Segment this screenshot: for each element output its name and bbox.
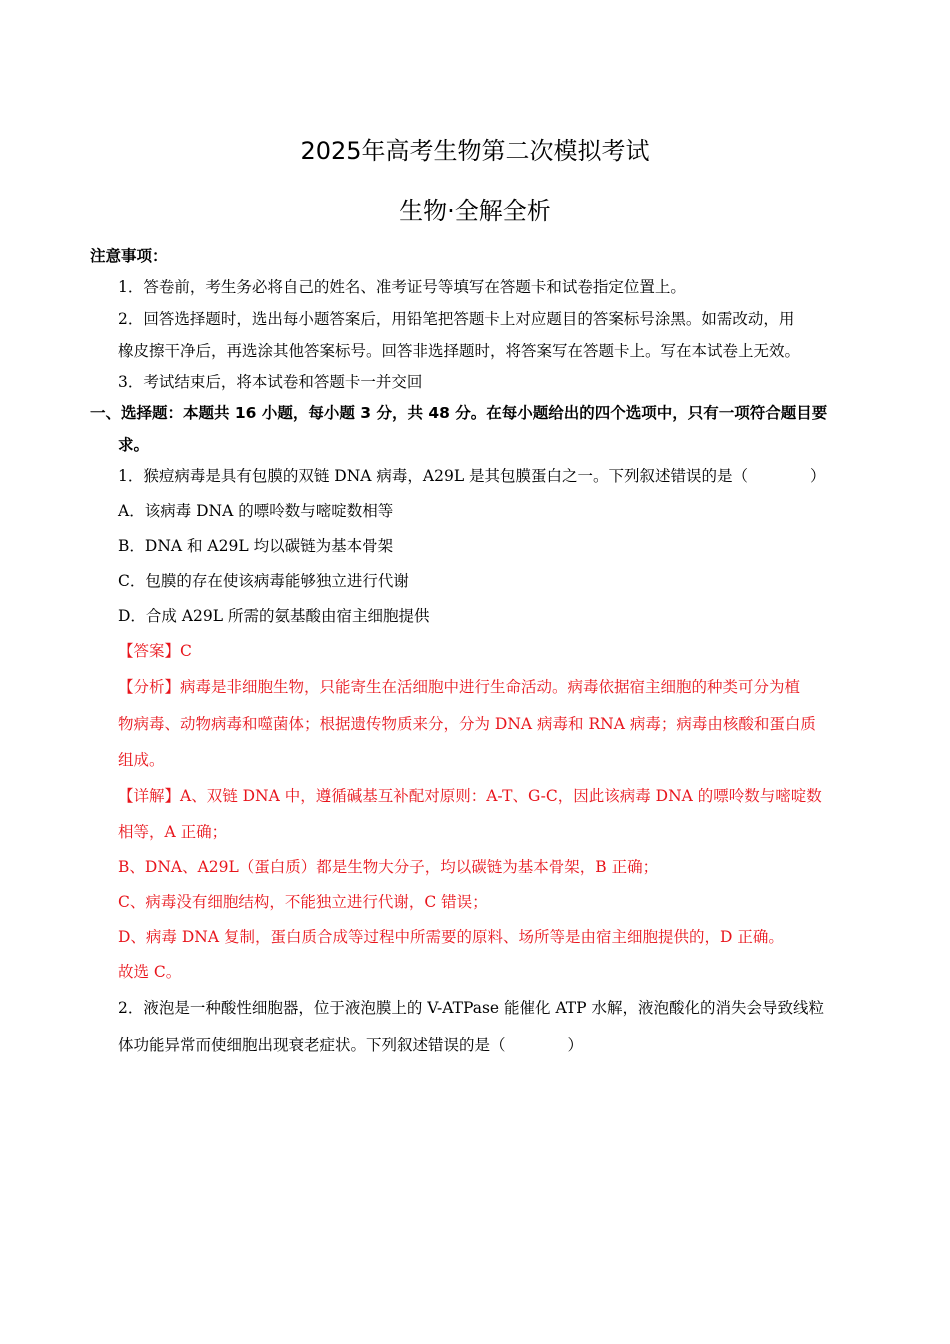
notice-item-2-line-2: 橡皮擦干净后，再选涂其他答案标号。回答非选择题时，将答案写在答题卡上。写在本试卷上无效。 — [118, 342, 801, 360]
question-1-analysis-line-1: 【分析】病毒是非细胞生物，只能寄生在活细胞中进行生命活动。病毒依据宿主细胞的种类可分为植 — [118, 678, 801, 696]
section-heading-line-2: 求。 — [118, 436, 150, 454]
question-1-option-d: D．合成 A29L 所需的氨基酸由宿主细胞提供 — [118, 607, 430, 625]
notice-item-3: 3．考试结束后，将本试卷和答题卡一并交回 — [118, 373, 423, 391]
question-1-detail-line-2: 相等，A 正确； — [118, 823, 228, 841]
notice-heading: 注意事项： — [90, 247, 168, 265]
question-1-answer: 【答案】C — [118, 642, 192, 660]
question-1-detail-c: C、病毒没有细胞结构，不能独立进行代谢，C 错误； — [118, 893, 488, 911]
page-subtitle: 生物·全解全析 — [399, 197, 551, 225]
question-1-conclusion: 故选 C。 — [118, 963, 182, 981]
question-1-stem: 1．猴痘病毒是具有包膜的双链 DNA 病毒，A29L 是其包膜蛋白之一。下列叙述错误的是（ ） — [118, 467, 826, 485]
question-1-option-b: B．DNA 和 A29L 均以碳链为基本骨架 — [118, 537, 394, 555]
question-1-analysis-line-2: 物病毒、动物病毒和噬菌体；根据遗传物质来分，分为 DNA 病毒和 RNA 病毒；病毒由核酸和蛋白质 — [118, 715, 816, 733]
notice-item-2-line-1: 2．回答选择题时，选出每小题答案后，用铅笔把答题卡上对应题目的答案标号涂黑。如需改动，用 — [118, 310, 795, 328]
question-2-stem-line-2: 体功能异常而使细胞出现衰老症状。下列叙述错误的是（ ） — [118, 1036, 584, 1054]
question-1-detail-b: B、DNA、A29L（蛋白质）都是生物大分子，均以碳链为基本骨架，B 正确； — [118, 858, 659, 876]
question-1-detail-line-1: 【详解】A、双链 DNA 中，遵循碱基互补配对原则：A-T、G-C，因此该病毒 DNA 的嘌呤数与嘧啶数 — [118, 787, 822, 805]
question-2-stem-line-1: 2．液泡是一种酸性细胞器，位于液泡膜上的 V-ATPase 能催化 ATP 水解，液泡酸化的消失会导致线粒 — [118, 999, 824, 1017]
question-1-analysis-line-3: 组成。 — [118, 751, 165, 769]
question-1-option-c: C．包膜的存在使该病毒能够独立进行代谢 — [118, 572, 409, 590]
question-1-option-a: A．该病毒 DNA 的嘌呤数与嘧啶数相等 — [118, 502, 394, 520]
section-heading-line-1: 一、选择题：本题共 16 小题，每小题 3 分，共 48 分。在每小题给出的四个选项中，只有一项符合题目要 — [90, 404, 828, 422]
page-title: 2025年高考生物第二次模拟考试 — [300, 137, 650, 165]
notice-item-1: 1．答卷前，考生务必将自己的姓名、准考证号等填写在答题卡和试卷指定位置上。 — [118, 278, 686, 296]
question-1-detail-d: D、病毒 DNA 复制，蛋白质合成等过程中所需要的原料、场所等是由宿主细胞提供的，D 正确。 — [118, 928, 784, 946]
